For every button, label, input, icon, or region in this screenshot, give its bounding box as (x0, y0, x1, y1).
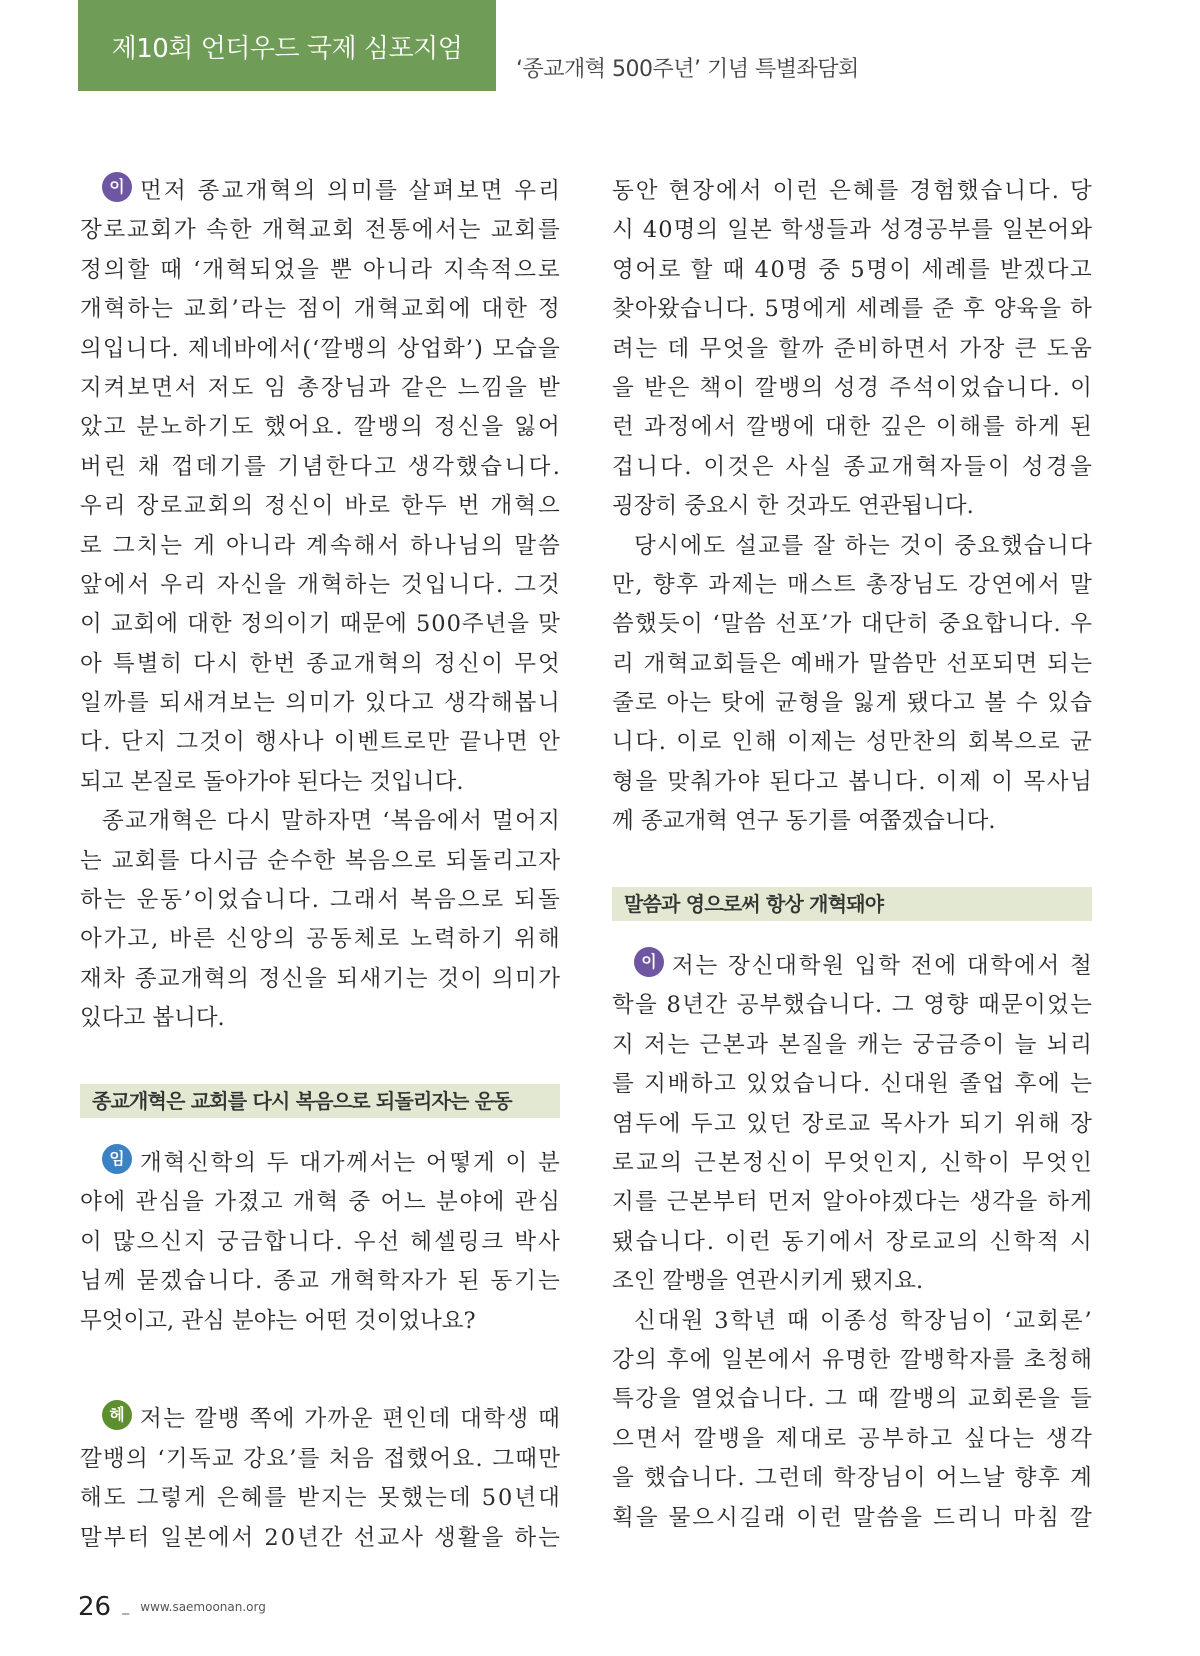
text-line: 되고 본질로 돌아가야 된다는 것입니다. (80, 768, 464, 795)
text-line-content: 저 는 장 신 대 학 원 입 학 전 에 대 학 에 서 철 (672, 953, 1092, 980)
text-line: 당 시 에 도 설 교 를 잘 하 는 것 이 중 요 했 습 니 다 (634, 532, 1092, 559)
text-line: 형 을 맞 춰 가 야 된 다 고 봅 니 다 . 이 제 이 목 사 님 (612, 768, 1092, 795)
text-line: 굉장히 중요시 한 것과도 연관됩니다. (612, 493, 974, 520)
text-line: 우 리 장 로 교 회 의 정 신 이 바 로 한 두 번 개 혁 으 (80, 493, 560, 520)
text-line: 아 가 고 , 바 른 신 앙 의 공 동 체 로 노 력 하 기 위 해 (80, 926, 560, 953)
right-column (612, 172, 1092, 1538)
text-line: 앞 에 서 우 리 자 신 을 개 혁 하 는 것 입 니 다 . 그 것 (80, 571, 560, 598)
page-footer (78, 1592, 266, 1622)
text-line: 하 는 운 동 ’ 이 었 습 니 다 . 그 래 서 복 음 으 로 되 돌 (80, 887, 560, 914)
page-number: 26 (78, 1592, 112, 1622)
text-line: 으 면 서 깔 뱅 을 제 대 로 공 부 하 고 싶 다 는 생 각 (612, 1425, 1092, 1452)
left-column (80, 172, 560, 1558)
text-line: 정 의 할 때 ‘ 개 혁 되 었 을 뿐 아 니 라 지 속 적 으 로 (80, 256, 560, 283)
text-line-content: 저 는 깔 뱅 쪽 에 가 까 운 편 인 데 대 학 생 때 (140, 1406, 560, 1433)
text-line: 종 교 개 혁 은 다 시 말 하 자 면 ‘ 복 음 에 서 멀 어 지 (102, 808, 560, 835)
text-line: 려 는 데 무 엇 을 할 까 준 비 하 면 서 가 장 큰 도 움 (612, 335, 1092, 362)
speaker-badge-hel: 헤 (102, 1400, 132, 1430)
text-line: 학 을 8 년 간 공 부 했 습 니 다 . 그 영 향 때 문 이 었 는 (612, 992, 1092, 1019)
text-line-content: 먼 저 종 교 개 혁 의 의 미 를 살 펴 보 면 우 리 (140, 178, 560, 204)
text-line: 지 켜 보 면 서 저 도 임 총 장 님 과 같 은 느 낌 을 받 (80, 374, 560, 401)
text-line: 이 교 회 에 대 한 정 의 이 기 때 문 에 5 0 0 주 년 을 맞 (80, 611, 560, 638)
text-line: 을 받 은 책 이 깔 뱅 의 성 경 주 석 이 었 습 니 다 . 이 (612, 374, 1092, 401)
text-line: 깔 뱅 의 ‘ 기 독 교 강 요 ’ 를 처 음 접 했 어 요 . 그 때 만 (80, 1445, 560, 1472)
text-line: 의 입 니 다 . 제 네 바 에 서 ( ‘ 깔 뱅 의 상 업 화 ’ ) 모 습 을 (80, 335, 560, 362)
text-line: 특 강 을 열 었 습 니 다 . 그 때 깔 뱅 의 교 회 론 을 들 (612, 1386, 1092, 1413)
speaker-badge-lim: 임 (102, 1144, 132, 1174)
text-line-content: 개 혁 신 학 의 두 대 가 께 서 는 어 떻 게 이 분 (140, 1149, 560, 1176)
text-line: 영 어 로 할 때 4 0 명 중 5 명 이 세 례 를 받 겠 다 고 (612, 256, 1092, 283)
text-line: 는 교 회 를 다 시 금 순 수 한 복 음 으 로 되 돌 리 고 자 (80, 847, 560, 874)
speaker-badge-lee: 이 (102, 172, 132, 202)
text-line: 동 안 현 장 에 서 이 런 은 혜 를 경 험 했 습 니 다 . 당 (612, 178, 1092, 204)
text-line: 씀 했 듯 이 ‘ 말 씀 선 포 ’ 가 대 단 히 중 요 합 니 다 . 우 (612, 611, 1092, 638)
text-line: 강 의 후 에 일 본 에 서 유 명 한 깔 뱅 학 자 를 초 청 해 (612, 1346, 1092, 1373)
footer-separator: _ (122, 1599, 130, 1615)
section-heading: 종교개혁은 교회를 다시 복음으로 되돌리자는 운동 (80, 1084, 560, 1118)
text-line: 신 대 원 3 학 년 때 이 종 성 학 장 님 이 ‘ 교 회 론 ’ (634, 1307, 1092, 1334)
text-line: 런 과 정 에 서 깔 뱅 에 대 한 깊 은 이 해 를 하 게 된 (612, 414, 1092, 441)
text-line: 아 특 별 히 다 시 한 번 종 교 개 혁 의 정 신 이 무 엇 (80, 650, 560, 677)
text-line: 로 교 의 근 본 정 신 이 무 엇 인 지 , 신 학 이 무 엇 인 (612, 1149, 1092, 1176)
text-line: 이 많 으 신 지 궁 금 합 니 다 . 우 선 헤 셀 링 크 박 사 (80, 1228, 560, 1255)
text-line: 획 을 물 으 시 길 래 이 런 말 씀 을 드 리 니 마 침 깔 (612, 1504, 1092, 1531)
text-line: 있다고 봅니다. (80, 1005, 225, 1032)
text-line: 니 다 . 이 로 인 해 이 제 는 성 만 찬 의 회 복 으 로 균 (612, 729, 1092, 756)
text-line: 해 도 그 렇 게 은 혜 를 받 지 는 못 했 는 데 5 0 년 대 (80, 1485, 560, 1512)
text-line: 일 까 를 되 새 겨 보 는 의 미 가 있 다 고 생 각 해 봅 니 (80, 690, 560, 717)
text-line: 지 저 는 근 본 과 본 질 을 캐 는 궁 금 증 이 늘 뇌 리 (612, 1031, 1092, 1058)
text-line: 겁 니 다 . 이 것 은 사 실 종 교 개 혁 자 들 이 성 경 을 (612, 453, 1092, 480)
speaker-badge-lee: 이 (634, 947, 664, 977)
text-line: 개 혁 하 는 교 회 ’ 라 는 점 이 개 혁 교 회 에 대 한 정 (80, 296, 560, 323)
text-line: 님 께 묻 겠 습 니 다 . 종 교 개 혁 학 자 가 된 동 기 는 (80, 1268, 560, 1295)
section-heading: 말씀과 영으로써 항상 개혁돼야 (612, 887, 1092, 921)
text-line: 염 두 에 두 고 있 던 장 로 교 목 사 가 되 기 위 해 장 (612, 1110, 1092, 1137)
text-line: 무엇이고, 관심 분야는 어떤 것이었나요? (80, 1307, 476, 1334)
text-line: 줄 로 아 는 탓 에 균 형 을 잃 게 됐 다 고 볼 수 있 습 (612, 690, 1092, 717)
text-line: 만 , 향 후 과 제 는 매 스 트 총 장 님 도 강 연 에 서 말 (612, 571, 1092, 598)
text-line (612, 947, 1092, 986)
text-line: 버 린 채 껍 데 기 를 기 념 한 다 고 생 각 했 습 니 다 . (80, 453, 560, 480)
text-line: 를 지 배 하 고 있 었 습 니 다 . 신 대 원 졸 업 후 에 는 (612, 1071, 1092, 1098)
text-line (80, 1400, 560, 1439)
text-line: 지 를 근 본 부 터 먼 저 알 아 야 겠 다 는 생 각 을 하 게 (612, 1189, 1092, 1216)
symposium-title: 제10회 언더우드 국제 심포지엄 (111, 33, 463, 64)
symposium-title-tab (78, 0, 496, 91)
text-line: 야 에 관 심 을 가 졌 고 개 혁 중 어 느 분 야 에 관 심 (80, 1189, 560, 1216)
text-line: 시 4 0 명 의 일 본 학 생 들 과 성 경 공 부 를 일 본 어 와 (612, 217, 1092, 244)
text-line: 장 로 교 회 가 속 한 개 혁 교 회 전 통 에 서 는 교 회 를 (80, 217, 560, 244)
text-line (80, 172, 560, 211)
text-line: 께 종교개혁 연구 동기를 여쭙겠습니다. (612, 808, 996, 835)
text-line: 찾 아 왔 습 니 다 . 5 명 에 게 세 례 를 준 후 양 육 을 하 (612, 296, 1092, 323)
text-line: 조인 깔뱅을 연관시키게 됐지요. (612, 1268, 924, 1295)
header-subtitle: ‘종교개혁 500주년’ 기념 특별좌담회 (516, 57, 859, 82)
text-line: 리 개 혁 교 회 들 은 예 배 가 말 씀 만 선 포 되 면 되 는 (612, 650, 1092, 677)
text-line: 말 부 터 일 본 에 서 2 0 년 간 선 교 사 생 활 을 하 는 (80, 1524, 560, 1551)
footer-url: www.saemoonan.org (140, 1600, 266, 1614)
text-line (80, 1144, 560, 1183)
text-line: 됐 습 니 다 . 이 런 동 기 에 서 장 로 교 의 신 학 적 시 (612, 1228, 1092, 1255)
text-line: 을 했 습 니 다 . 그 런 데 학 장 님 이 어 느 날 향 후 계 (612, 1465, 1092, 1492)
text-line: 다 . 단 지 그 것 이 행 사 나 이 벤 트 로 만 끝 나 면 안 (80, 729, 560, 756)
text-line: 재 차 종 교 개 혁 의 정 신 을 되 새 기 는 것 이 의 미 가 (80, 965, 560, 992)
text-line: 로 그 치 는 게 아 니 라 계 속 해 서 하 나 님 의 말 씀 (80, 532, 560, 559)
text-line: 았 고 분 노 하 기 도 했 어 요 . 깔 뱅 의 정 신 을 잃 어 (80, 414, 560, 441)
